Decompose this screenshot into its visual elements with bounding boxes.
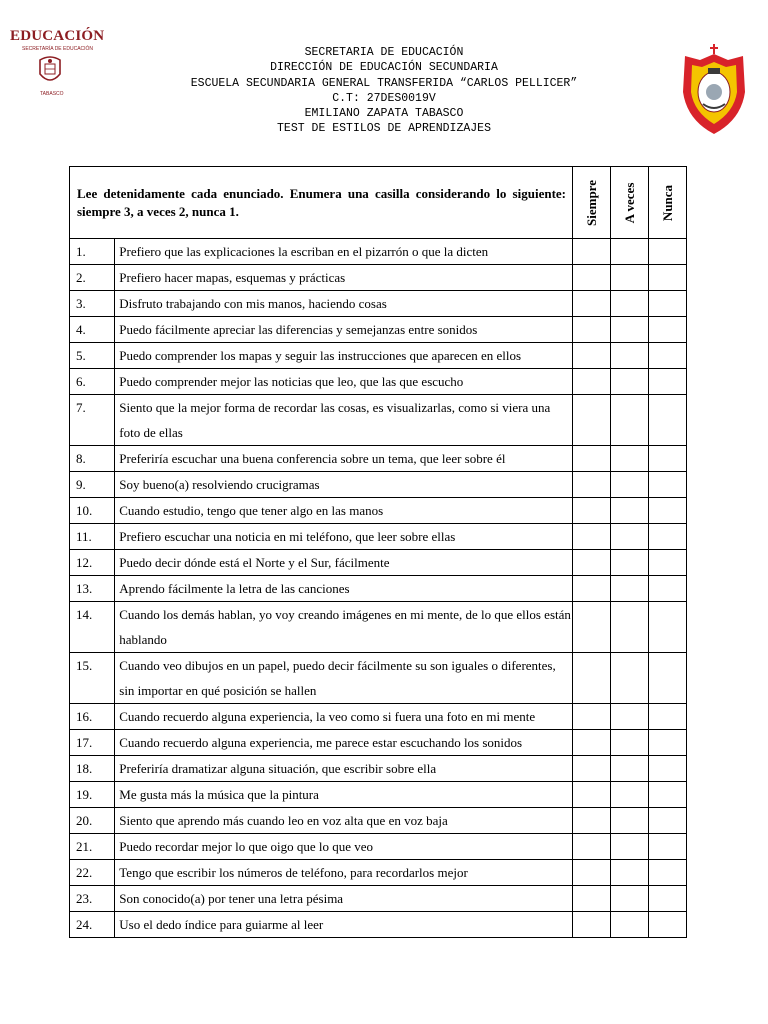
answer-cell-siempre[interactable]: [573, 265, 611, 291]
item-number: 22.: [70, 860, 115, 886]
header-line-direccion: DIRECCIÓN DE EDUCACIÓN SECUNDARIA: [270, 61, 498, 75]
answer-cell-siempre[interactable]: [573, 860, 611, 886]
item-number: 14.: [70, 602, 115, 653]
answer-cell-a-veces[interactable]: [611, 912, 649, 938]
table-row: [70, 860, 687, 886]
instructions-text: Lee detenidamente cada enunciado. Enumera una casilla considerando lo siguiente: siempre 3, a veces 2, nunca 1.: [77, 186, 566, 219]
item-number: 3.: [70, 291, 115, 317]
answer-cell-a-veces[interactable]: [611, 369, 649, 395]
table-row: [70, 576, 687, 602]
answer-cell-nunca[interactable]: [649, 730, 687, 756]
answer-cell-siempre[interactable]: [573, 808, 611, 834]
answer-cell-siempre[interactable]: [573, 602, 611, 653]
answer-cell-nunca[interactable]: [649, 756, 687, 782]
answer-cell-nunca[interactable]: [649, 395, 687, 446]
answer-cell-siempre[interactable]: [573, 369, 611, 395]
item-statement: Puedo decir dónde está el Norte y el Sur, fácilmente: [115, 550, 573, 576]
item-number: 15.: [70, 653, 115, 704]
column-header-nunca: [649, 167, 687, 239]
answer-cell-nunca[interactable]: [649, 446, 687, 472]
item-statement: Tengo que escribir los números de teléfono, para recordarlos mejor: [115, 860, 573, 886]
education-logo-title: EDUCACIÓN: [10, 28, 105, 44]
answer-cell-nunca[interactable]: [649, 808, 687, 834]
table-row: [70, 369, 687, 395]
answer-cell-nunca[interactable]: [649, 653, 687, 704]
answer-cell-a-veces[interactable]: [611, 730, 649, 756]
table-row: [70, 239, 687, 265]
table-row: [70, 782, 687, 808]
table-row: [70, 317, 687, 343]
table-row: [70, 265, 687, 291]
table-row: [70, 472, 687, 498]
answer-cell-siempre[interactable]: [573, 343, 611, 369]
answer-cell-siempre[interactable]: [573, 317, 611, 343]
answer-cell-siempre[interactable]: [573, 395, 611, 446]
answer-cell-a-veces[interactable]: [611, 446, 649, 472]
item-statement: Siento que aprendo más cuando leo en voz alta que en voz baja: [115, 808, 573, 834]
item-statement: Cuando veo dibujos en un papel, puedo decir fácilmente su son iguales o diferentes, sin importar en qué posición se hallen: [115, 653, 573, 704]
answer-cell-a-veces[interactable]: [611, 395, 649, 446]
item-statement: Puedo comprender mejor las noticias que leo, que las que escucho: [115, 369, 573, 395]
answer-cell-a-veces[interactable]: [611, 317, 649, 343]
answer-cell-siempre[interactable]: [573, 730, 611, 756]
item-statement: Siento que la mejor forma de recordar las cosas, es visualizarlas, como si viera una foto de ellas: [115, 395, 573, 446]
item-number: 18.: [70, 756, 115, 782]
answer-cell-siempre[interactable]: [573, 756, 611, 782]
answer-cell-siempre[interactable]: [573, 576, 611, 602]
column-label-nunca: Nunca: [659, 184, 675, 221]
answer-cell-a-veces[interactable]: [611, 704, 649, 730]
answer-cell-siempre[interactable]: [573, 239, 611, 265]
table-row: [70, 756, 687, 782]
answer-cell-nunca[interactable]: [649, 265, 687, 291]
answer-cell-siempre[interactable]: [573, 653, 611, 704]
answer-cell-siempre[interactable]: [573, 886, 611, 912]
table-row: [70, 343, 687, 369]
header-line-secretaria: SECRETARIA DE EDUCACIÓN: [304, 46, 464, 59]
table-row: [70, 395, 687, 446]
answer-cell-a-veces[interactable]: [611, 602, 649, 653]
answer-cell-siempre[interactable]: [573, 834, 611, 860]
table-row: [70, 730, 687, 756]
answer-cell-a-veces[interactable]: [611, 472, 649, 498]
answer-cell-nunca[interactable]: [649, 317, 687, 343]
instructions-cell: [70, 167, 573, 239]
item-statement: Puedo comprender los mapas y seguir las instrucciones que aparecen en ellos: [115, 343, 573, 369]
answer-cell-a-veces[interactable]: [611, 239, 649, 265]
table-row: [70, 524, 687, 550]
answer-cell-a-veces[interactable]: [611, 653, 649, 704]
item-number: 23.: [70, 886, 115, 912]
answer-cell-a-veces[interactable]: [611, 550, 649, 576]
answer-cell-nunca[interactable]: [649, 524, 687, 550]
answer-cell-nunca[interactable]: [649, 912, 687, 938]
item-statement: Cuando estudio, tengo que tener algo en las manos: [115, 498, 573, 524]
table-row: [70, 704, 687, 730]
item-number: 10.: [70, 498, 115, 524]
item-statement: Soy bueno(a) resolviendo crucigramas: [115, 472, 573, 498]
answer-cell-nunca[interactable]: [649, 782, 687, 808]
table-row: [70, 808, 687, 834]
table-row: [70, 602, 687, 653]
answer-cell-siempre[interactable]: [573, 704, 611, 730]
column-label-a-veces: A veces: [621, 182, 637, 223]
answer-cell-nunca[interactable]: [649, 369, 687, 395]
answer-cell-a-veces[interactable]: [611, 291, 649, 317]
item-number: 2.: [70, 265, 115, 291]
answer-cell-nunca[interactable]: [649, 704, 687, 730]
answer-cell-a-veces[interactable]: [611, 782, 649, 808]
table-row: [70, 886, 687, 912]
header-line-ct: C.T: 27DES0019V: [332, 91, 436, 105]
item-statement: Cuando los demás hablan, yo voy creando imágenes en mi mente, de lo que ellos están hablando: [115, 602, 573, 653]
item-statement: Puedo recordar mejor lo que oigo que lo que veo: [115, 834, 573, 860]
item-number: 4.: [70, 317, 115, 343]
table-row: [70, 912, 687, 938]
item-statement: Prefiero que las explicaciones la escriban en el pizarrón o que la dicten: [115, 239, 573, 265]
table-row: [70, 834, 687, 860]
answer-cell-a-veces[interactable]: [611, 576, 649, 602]
item-number: 17.: [70, 730, 115, 756]
header-line-location: EMILIANO ZAPATA TABASCO: [304, 107, 464, 121]
answer-cell-a-veces[interactable]: [611, 524, 649, 550]
item-statement: Uso el dedo índice para guiarme al leer: [115, 912, 573, 938]
education-logo-state: TABASCO: [40, 91, 64, 97]
answer-cell-a-veces[interactable]: [611, 756, 649, 782]
answer-cell-a-veces[interactable]: [611, 343, 649, 369]
item-number: 16.: [70, 704, 115, 730]
item-number: 21.: [70, 834, 115, 860]
item-statement: Disfruto trabajando con mis manos, haciendo cosas: [115, 291, 573, 317]
item-number: 24.: [70, 912, 115, 938]
item-statement: Preferiría escuchar una buena conferencia sobre un tema, que leer sobre él: [115, 446, 573, 472]
item-statement: Aprendo fácilmente la letra de las canciones: [115, 576, 573, 602]
answer-cell-siempre[interactable]: [573, 782, 611, 808]
answer-cell-nunca[interactable]: [649, 291, 687, 317]
item-statement: Cuando recuerdo alguna experiencia, me parece estar escuchando los sonidos: [115, 730, 573, 756]
item-number: 19.: [70, 782, 115, 808]
column-header-a-veces: [611, 167, 649, 239]
item-statement: Me gusta más la música que la pintura: [115, 782, 573, 808]
item-number: 1.: [70, 239, 115, 265]
table-row: [70, 653, 687, 704]
document-header: [0, 45, 768, 137]
answer-cell-nunca[interactable]: [649, 498, 687, 524]
answer-cell-siempre[interactable]: [573, 524, 611, 550]
table-row: [70, 550, 687, 576]
item-number: 9.: [70, 472, 115, 498]
item-statement: Cuando recuerdo alguna experiencia, la veo como si fuera una foto en mi mente: [115, 704, 573, 730]
answer-cell-a-veces[interactable]: [611, 265, 649, 291]
item-statement: Prefiero escuchar una noticia en mi teléfono, que leer sobre ellas: [115, 524, 573, 550]
item-statement: Son conocido(a) por tener una letra pésima: [115, 886, 573, 912]
table-header-row: [70, 167, 687, 239]
column-label-siempre: Siempre: [583, 179, 599, 226]
item-number: 7.: [70, 395, 115, 446]
table-row: [70, 291, 687, 317]
education-logo-subtitle: SECRETARÍA DE EDUCACIÓN: [22, 46, 94, 52]
item-number: 5.: [70, 343, 115, 369]
item-statement: Preferiría dramatizar alguna situación, que escribir sobre ella: [115, 756, 573, 782]
answer-cell-siempre[interactable]: [573, 550, 611, 576]
column-header-siempre: [573, 167, 611, 239]
answer-cell-a-veces[interactable]: [611, 808, 649, 834]
answer-cell-nunca[interactable]: [649, 576, 687, 602]
answer-cell-nunca[interactable]: [649, 886, 687, 912]
answer-cell-a-veces[interactable]: [611, 886, 649, 912]
answer-cell-nunca[interactable]: [649, 472, 687, 498]
item-number: 6.: [70, 369, 115, 395]
header-line-escuela: ESCUELA SECUNDARIA GENERAL TRANSFERIDA “CARLOS PELLICER”: [190, 76, 578, 90]
answer-cell-nunca[interactable]: [649, 602, 687, 653]
answer-cell-siempre[interactable]: [573, 498, 611, 524]
answer-cell-siempre[interactable]: [573, 446, 611, 472]
item-statement: Prefiero hacer mapas, esquemas y prácticas: [115, 265, 573, 291]
item-statement: Puedo fácilmente apreciar las diferencias y semejanzas entre sonidos: [115, 317, 573, 343]
answer-cell-a-veces[interactable]: [611, 498, 649, 524]
answer-cell-siempre[interactable]: [573, 472, 611, 498]
item-number: 20.: [70, 808, 115, 834]
table-row: [70, 498, 687, 524]
answer-cell-nunca[interactable]: [649, 834, 687, 860]
item-number: 11.: [70, 524, 115, 550]
answer-cell-siempre[interactable]: [573, 291, 611, 317]
learning-styles-table: [69, 166, 687, 938]
item-number: 8.: [70, 446, 115, 472]
answer-cell-a-veces[interactable]: [611, 860, 649, 886]
answer-cell-nunca[interactable]: [649, 343, 687, 369]
item-number: 13.: [70, 576, 115, 602]
answer-cell-nunca[interactable]: [649, 860, 687, 886]
answer-cell-a-veces[interactable]: [611, 834, 649, 860]
answer-cell-nunca[interactable]: [649, 239, 687, 265]
answer-cell-siempre[interactable]: [573, 912, 611, 938]
table-row: [70, 446, 687, 472]
answer-cell-nunca[interactable]: [649, 550, 687, 576]
item-number: 12.: [70, 550, 115, 576]
header-line-test-title: TEST DE ESTILOS DE APRENDIZAJES: [277, 122, 491, 136]
